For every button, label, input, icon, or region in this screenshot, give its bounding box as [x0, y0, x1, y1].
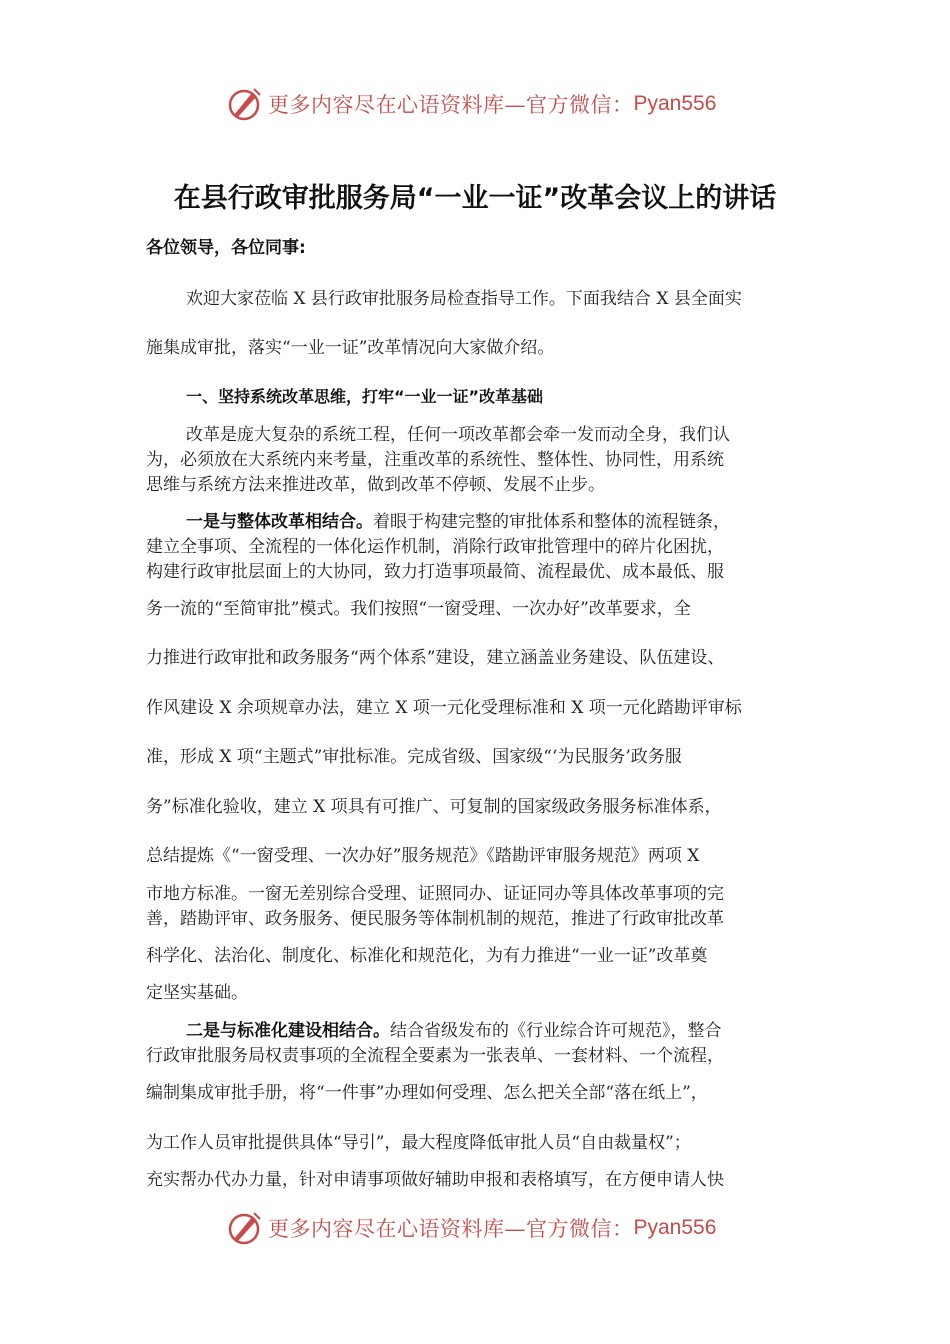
body-line: 施集成审批，落实“一业一证”改革情况向大家做介绍。 [146, 338, 555, 358]
watermark-banner-bottom [226, 1208, 716, 1248]
quill-logo-icon [226, 1209, 264, 1247]
document-title: 在县行政审批服务局“一业一证”改革会议上的讲话 [173, 183, 777, 214]
body-line: 为，必须放在大系统内来考量，注重改革的系统性、整体性、协同性，用系统 [146, 450, 724, 470]
greeting: 各位领导，各位同事: [146, 238, 306, 258]
point-label: 二是与标准化建设相结合。 [186, 1021, 390, 1041]
body-line: 务”标准化验收，建立 X 项具有可推广、可复制的国家级政务服务标准体系， [146, 797, 722, 817]
body-line: 建立全事项、全流程的一体化运作机制，消除行政审批管理中的碎片化困扰， [146, 537, 724, 557]
watermark-text: 更多内容尽在心语资料库—官方微信： [268, 1217, 634, 1241]
body-line: 务一流的“至简审批”模式。我们按照“一窗受理、一次办好”改革要求，全 [146, 599, 691, 619]
watermark-banner-top [226, 84, 716, 124]
body-line: 为工作人员审批提供具体“导引”，最大程度降低审批人员“自由裁量权”； [146, 1133, 691, 1153]
watermark-id: Pyan556 [633, 92, 717, 115]
body-line: 善，踏勘评审、政务服务、便民服务等体制机制的规范，推进了行政审批改革 [146, 909, 724, 929]
body-line: 二是与标准化建设相结合。结合省级发布的《行业综合许可规范》，整合 [186, 1021, 722, 1041]
section-heading: 一、坚持系统改革思维，打牢“一业一证”改革基础 [186, 387, 544, 406]
body-line: 一是与整体改革相结合。着眼于构建完整的审批体系和整体的流程链条， [186, 512, 730, 532]
body-line: 充实帮办代办力量，针对申请事项做好辅助申报和表格填写，在方便申请人快 [146, 1170, 724, 1190]
body-line: 市地方标准。一窗无差别综合受理、证照同办、证证同办等具体改革事项的完 [146, 884, 724, 904]
body-line: 行政审批服务局权责事项的全流程全要素为一张表单、一套材料、一个流程， [146, 1046, 724, 1066]
body-line: 欢迎大家莅临 X 县行政审批服务局检查指导工作。下面我结合 X 县全面实 [186, 289, 742, 309]
body-line: 力推进行政审批和政务服务“两个体系”建设，建立涵盖业务建设、队伍建设、 [146, 648, 725, 668]
body-line: 科学化、法治化、制度化、标准化和规范化，为有力推进“一业一证”改革奠 [146, 946, 708, 966]
body-line: 总结提炼《“一窗受理、一次办好”服务规范》《踏勘评审服务规范》两项 X [146, 846, 700, 866]
body-line: 定坚实基础。 [146, 983, 248, 1003]
body-line: 准，形成 X 项“主题式”审批标准。完成省级、国家级“‘为民服务’政务服 [146, 747, 682, 767]
point-label: 一是与整体改革相结合。 [186, 512, 373, 532]
quill-logo-icon [226, 85, 264, 123]
body-line: 改革是庞大复杂的系统工程，任何一项改革都会牵一发而动全身，我们认 [186, 425, 730, 445]
body-line: 思维与系统方法来推进改革，做到改革不停顿、发展不止步。 [146, 475, 605, 495]
body-line: 作风建设 X 余项规章办法，建立 X 项一元化受理标准和 X 项一元化踏勘评审标 [146, 698, 742, 718]
watermark-id: Pyan556 [633, 1216, 717, 1239]
body-line: 编制集成审批手册，将“一件事”办理如何受理、怎么把关全部“落在纸上”， [146, 1083, 708, 1103]
body-line: 构建行政审批层面上的大协同，致力打造事项最简、流程最优、成本最低、服 [146, 562, 724, 582]
watermark-text: 更多内容尽在心语资料库—官方微信： [268, 93, 634, 117]
